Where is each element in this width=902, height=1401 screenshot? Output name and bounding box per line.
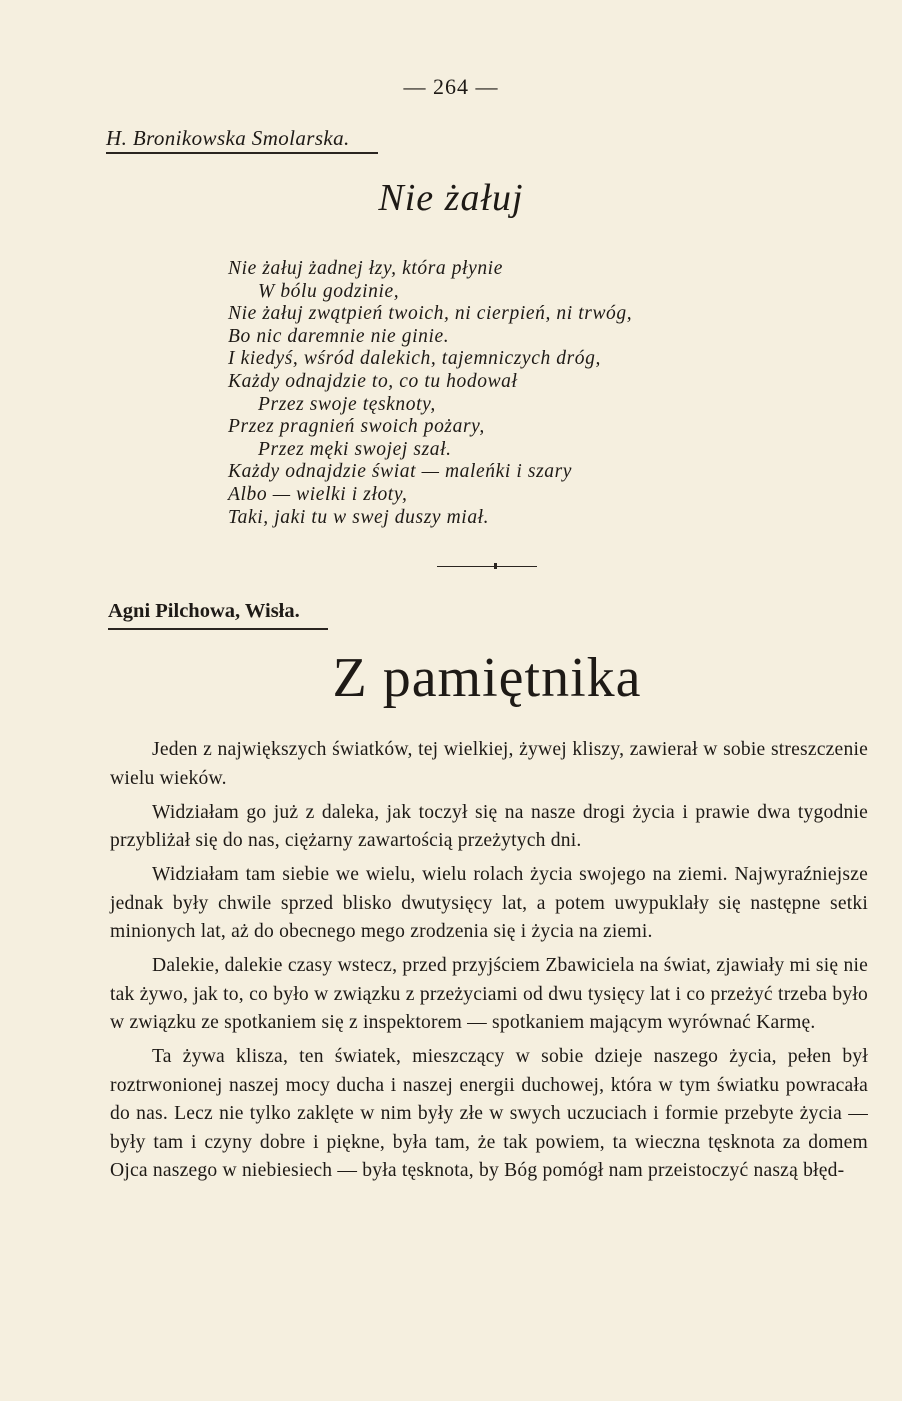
poem-line: W bólu godzinie, <box>258 280 400 302</box>
poem-line: I kiedyś, wśród dalekich, tajemniczych dróg, <box>228 348 601 370</box>
poem-line: Każdy odnajdzie to, co tu hodował <box>228 370 518 392</box>
paragraph: Ta żywa klisza, ten światek, mieszczący w sobie dzieje naszego życia, pełen był roztrwonionej naszej mocy ducha i naszej energii duchowej, która w tym światku powracała do nas. Lecz nie tylko zaklęte w nim były złe w swych uczuciach i formie przebyte życia — były tam i czyny dobre i piękne, była tam, że tak powiem, ta wieczna tęsknota za domem Ojca naszego w niebiesiech — była tęsknota, by Bóg pomógł nam przeistoczyć naszą błęd- <box>110 1046 868 1181</box>
poem-line: Bo nic daremnie nie ginie. <box>228 325 450 347</box>
paragraph: Widziałam tam siebie we wielu, wielu rolach życia swojego na ziemi. Najwyraźniejsze jednak były chwile sprzed blisko dwutysięcy lat, a potem uwypuklały się następne setki minionych lat, aż do obecnego mego zrodzenia się i życia na ziemi. <box>110 864 868 942</box>
poem-line: Nie żałuj zwątpień twoich, ni cierpień, ni trwóg, <box>228 303 633 325</box>
author-underline <box>108 628 328 630</box>
article-title: Z pamiętnika <box>332 647 642 709</box>
poem-line: Przez swoje tęsknoty, <box>258 393 436 415</box>
article-author: Agni Pilchowa, Wisła. <box>108 600 300 622</box>
divider-ornament <box>494 563 497 569</box>
poem-line: Przez pragnień swoich pożary, <box>228 416 485 438</box>
poem-line: Każdy odnajdzie świat — maleńki i szary <box>228 461 573 483</box>
article-body <box>110 736 868 1191</box>
poem-body <box>228 258 788 529</box>
poem-line: Taki, jaki tu w swej duszy miał. <box>228 506 490 528</box>
poem-author: H. Bronikowska Smolarska. <box>106 126 350 150</box>
paragraph: Widziałam go już z daleka, jak toczył się na nasze drogi życia i prawie dwa tygodnie przybliżał się do nas, ciężarny zawartością przeżytych dni. <box>110 801 868 851</box>
author-underline <box>106 152 378 154</box>
poem-line: Przez męki swojej szał. <box>258 438 452 460</box>
section-divider <box>437 566 537 569</box>
paragraph: Jeden z największych światków, tej wielkiej, żywej kliszy, zawierał w sobie streszczenie wielu wieków. <box>110 739 868 789</box>
poem-line: Albo — wielki i złoty, <box>228 483 408 505</box>
page-number: — 264 — <box>403 74 499 99</box>
poem-title: Nie żałuj <box>378 177 524 219</box>
paragraph: Dalekie, dalekie czasy wstecz, przed przyjściem Zbawiciela na świat, zjawiały mi się nie tak żywo, jak to, co było w związku z przeżyciami od dwu tysięcy lat i co przeżyć trzeba było w związku ze spotkaniem się z inspektorem — spotkaniem mającym wyrównać Karmę. <box>110 955 868 1033</box>
poem-line: Nie żałuj żadnej łzy, która płynie <box>228 258 503 279</box>
